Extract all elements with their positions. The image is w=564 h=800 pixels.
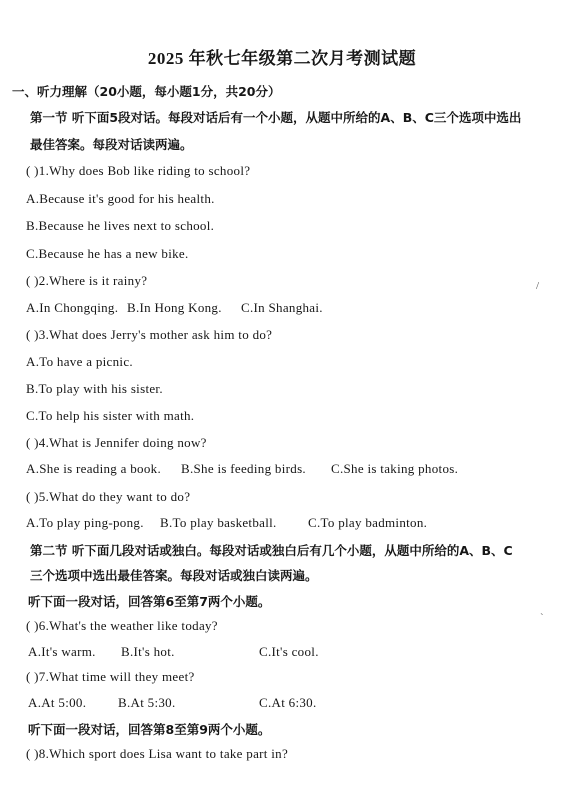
question-4-options bbox=[26, 461, 458, 477]
question-7-option-a: A.At 5:00. bbox=[28, 695, 87, 710]
question-7-options bbox=[28, 695, 317, 711]
question-1-stem: ( )1.Why does Bob like riding to school? bbox=[26, 163, 251, 178]
question-6-stem: ( )6.What's the weather like today? bbox=[26, 618, 218, 633]
question-4-option-b: B.She is feeding birds. bbox=[181, 461, 306, 476]
question-5-stem: ( )5.What do they want to do? bbox=[26, 489, 191, 504]
question-2-option-b: B.In Hong Kong. bbox=[127, 300, 222, 315]
question-5-option-c: C.To play badminton. bbox=[308, 515, 428, 530]
question-3-option-c: C.To help his sister with math. bbox=[26, 408, 195, 423]
dialog-1-instruction: 听下面一段对话，回答第6至第7两个小题。 bbox=[28, 594, 271, 609]
question-1-option-b: B.Because he lives next to school. bbox=[26, 218, 215, 233]
question-5-options bbox=[26, 515, 427, 531]
question-6-option-c: C.It's cool. bbox=[259, 644, 319, 659]
question-2-options bbox=[26, 300, 323, 316]
question-2-option-a: A.In Chongqing. bbox=[26, 300, 119, 315]
question-6-option-a: A.It's warm. bbox=[28, 644, 96, 659]
question-4-option-c: C.She is taking photos. bbox=[331, 461, 459, 476]
section2-instruction-line2: 三个选项中选出最佳答案。每段对话或独白读两遍。 bbox=[30, 568, 318, 583]
section1-instruction-line2: 最佳答案。每段对话读两遍。 bbox=[30, 137, 193, 152]
question-1-option-c: C.Because he has a new bike. bbox=[26, 246, 189, 261]
section1-instruction-line1: 第一节 听下面5段对话。每段对话后有一个小题，从题中所给的A、B、C三个选项中选出 bbox=[30, 110, 522, 125]
question-5-option-b: B.To play basketball. bbox=[160, 515, 277, 530]
dialog-2-instruction: 听下面一段对话，回答第8至第9两个小题。 bbox=[28, 722, 271, 737]
question-7-option-b: B.At 5:30. bbox=[118, 695, 176, 710]
question-4-stem: ( )4.What is Jennifer doing now? bbox=[26, 435, 207, 450]
question-6-option-b: B.It's hot. bbox=[121, 644, 175, 659]
part1-heading: 一、听力理解（20小题，每小题1分，共20分） bbox=[12, 84, 281, 99]
question-8-stem: ( )8.Which sport does Lisa want to take part in? bbox=[26, 746, 289, 761]
section2-instruction-line1: 第二节 听下面几段对话或独白。每段对话或独白后有几个小题，从题中所给的A、B、C bbox=[30, 543, 513, 558]
stray-scan-mark: ` bbox=[540, 612, 544, 624]
question-3-option-a: A.To have a picnic. bbox=[26, 354, 133, 369]
page-title: 2025 年秋七年级第二次月考测试题 bbox=[147, 49, 417, 68]
question-2-option-c: C.In Shanghai. bbox=[241, 300, 323, 315]
question-3-option-b: B.To play with his sister. bbox=[26, 381, 163, 396]
question-7-stem: ( )7.What time will they meet? bbox=[26, 669, 195, 684]
question-1-option-a: A.Because it's good for his health. bbox=[26, 191, 215, 206]
question-7-option-c: C.At 6:30. bbox=[259, 695, 317, 710]
question-6-options bbox=[28, 644, 319, 660]
question-3-stem: ( )3.What does Jerry's mother ask him to do? bbox=[26, 327, 273, 342]
stray-scan-mark: / bbox=[536, 280, 540, 292]
question-5-option-a: A.To play ping-pong. bbox=[26, 515, 144, 530]
question-2-stem: ( )2.Where is it rainy? bbox=[26, 273, 148, 288]
question-4-option-a: A.She is reading a book. bbox=[26, 461, 162, 476]
